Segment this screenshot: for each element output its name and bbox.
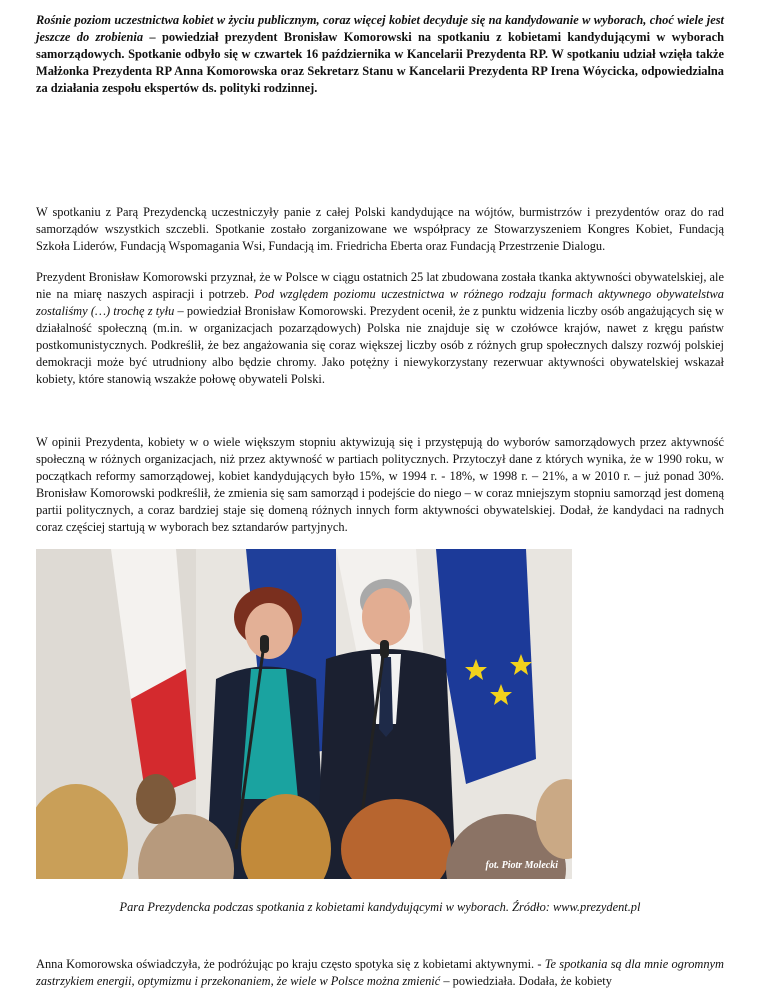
paragraph-4-quote: Te spotkania są dla mnie ogromnym zastrzykiem energii, optymizmu i przekonaniem, że wiele w Polsce można zmienić <box>36 957 724 988</box>
photo-credit: fot. Piotr Molecki <box>485 860 558 871</box>
paragraph-4 <box>36 956 724 990</box>
paragraph-1: W spotkaniu z Parą Prezydencką uczestniczyły panie z całej Polski kandydujące na wójtów, burmistrzów i prezydentów oraz do rad samorządów wszystkich szczebli. Spotkanie zostało zorganizowane we współpracy ze Stowarzyszeniem Kongres Kobiet, Fundacją Szkoła Liderów, Fundacją Wspomagania Wsi, Fundacją im. Friedricha Eberta oraz Fundacją Przestrzenie Dialogu. <box>36 205 724 253</box>
document-page <box>36 12 724 990</box>
paragraph-2-text-a: Prezydent Bronisław Komorowski przyznał, że w Polsce w ciągu ostatnich 25 lat zbudowana została tkanka aktywności obywatelskiej, ale nie na miarę naszych aspiracji i potrzeb. <box>36 270 724 301</box>
lead-quote: Rośnie poziom uczestnictwa kobiet w życiu publicznym, coraz więcej kobiet decyduje się na kandydowanie w wyborach, choć wiele jest jeszcze do zrobienia <box>36 13 724 44</box>
lead-paragraph <box>36 12 724 97</box>
paragraph-4-text-a: Anna Komorowska oświadczyła, że podróżując po kraju często spotyka się z kobietami aktywnymi. - <box>36 957 545 971</box>
paragraph-2-text-b: – powiedział Bronisław Komorowski. Prezydent ocenił, że z punktu widzenia liczby osób angażujących się w działalność społeczną (m.in. w organizacjach pozarządowych) Polska nie znajduje się w czołówce krajów, nawet z kręgu państw postkomunistycznych. Podkreślił, że bez angażowania się coraz większej liczby osób z różnych grup społecznych dalszy rozwój polskiej demokracji może być utrudniony albo będzie chromy. Jako potężny i niewykorzystany rezerwuar aktywności obywatelskiej wskazał kobiety, które stanowią wszakże połowę obywateli Polski. <box>36 304 724 386</box>
photo-illustration <box>36 549 572 879</box>
event-photo <box>36 549 572 879</box>
lead-text: – powiedział prezydent Bronisław Komorowski na spotkaniu z kobietami kandydującymi w wyborach samorządowych. Spotkanie odbyło się w czwartek 16 października w Kancelarii Prezydenta RP. W spotkaniu udział wzięła także Małżonka Prezydenta RP Anna Komorowska oraz Sekretarz Stanu w Kancelarii Prezydenta RP Irena Wóycicka, odpowiedzialna za działania zespołu ekspertów ds. polityki rodzinnej. <box>36 30 725 95</box>
paragraph-4-text-b: – powiedziała. Dodała, że kobiety <box>440 974 612 988</box>
paragraph-2-quote: Pod względem poziomu uczestnictwa w różnego rodzaju formach aktywnego obywatelstwa zostaliśmy (…) trochę z tyłu <box>36 287 724 318</box>
paragraph-2 <box>36 269 724 388</box>
photo-caption: Para Prezydencka podczas spotkania z kobietami kandydującymi w wyborach. Źródło: www.prezydent.pl <box>119 900 641 914</box>
paragraph-3: W opinii Prezydenta, kobiety w o wiele większym stopniu aktywizują się i przystępują do wyborów samorządowych przez aktywność społeczną w różnych organizacjach, niż przez aktywność w partiach politycznych. Przytoczył dane z których wynika, że w 1990 roku, w początkach reformy samorządowej, kobiet kandydujących było 15%, w 1994 r. - 18%, w 1998 r. – 21%, a w 2010 r. – już ponad 30%. Bronisław Komorowski podkreślił, że zmienia się sam samorząd i podejście do niego – w coraz mniejszym stopniu samorząd jest domeną partii politycznych, a coraz bardziej staje się domeną różnych innych form aktywności obywatelskiej. Dodał, że kandydaci na radnych coraz częściej startują w wyborach bez sztandarów partyjnych. <box>36 435 724 534</box>
